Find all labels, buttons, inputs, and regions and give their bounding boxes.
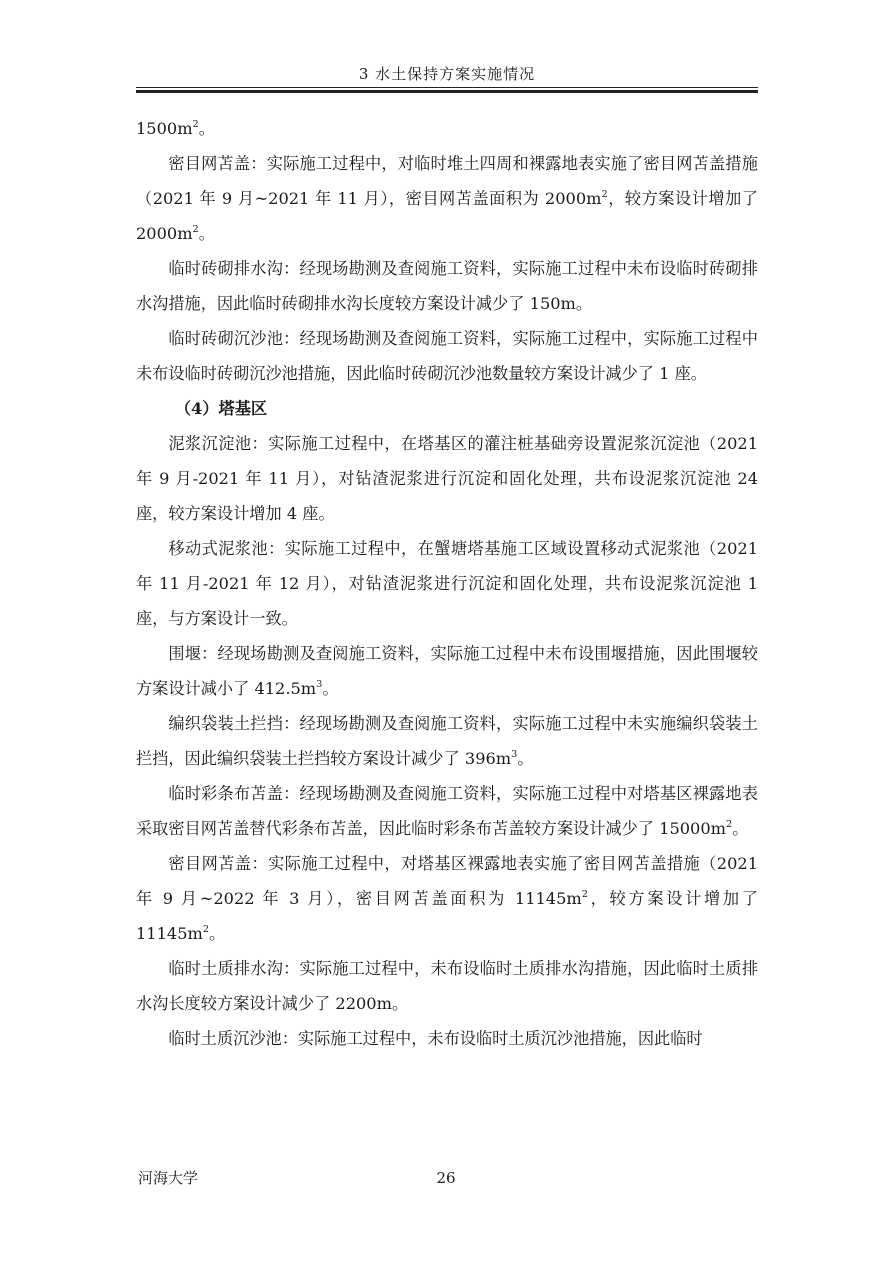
paragraph-cofferdam: 围堰：经现场勘测及查阅施工资料，实际施工过程中未布设围堰措施，因此围堰较方案设计减小了 $412.5m^3$。 [136,644,758,698]
running-header: 3 水土保持方案实施情况 [358,65,536,83]
paragraph-tarp-cover: 临时彩条布苫盖：经现场勘测及查阅施工资料，实际施工过程中对塔基区裸露地表采取密目网苫盖替代彩条布苫盖，因此临时彩条布苫盖较方案设计减少了 $15000m^2$。 [136,784,758,838]
header-rule-thin [136,87,758,88]
paragraph-earth-drain: 临时土质排水沟：实际施工过程中，未布设临时土质排水沟措施，因此临时土质排水沟长度较方案设计减少了 2200m。 [136,959,758,1013]
paragraph-mesh-cover-2: 密目网苫盖：实际施工过程中，对塔基区裸露地表实施了密目网苫盖措施（2021 年 9 月~2022 年 3 月），密目网苫盖面积为 $11145m^2$，较方案设计增加了 $11145m^2$。 [136,854,758,943]
footer-institution: 河海大学 [138,1169,199,1187]
paragraph-earth-sediment: 临时土质沉沙池：实际施工过程中，未布设临时土质沉沙池措施，因此临时 [168,1029,703,1048]
paragraph-continuation: $1500m^2$。 [136,119,215,138]
paragraph-mobile-mud-pool: 移动式泥浆池：实际施工过程中，在蟹塘塔基施工区域设置移动式泥浆池（2021 年 11 月-2021 年 12 月），对钻渣泥浆进行沉淀和固化处理，共布设泥浆沉淀池 1 座，与方案设计一致。 [136,539,758,628]
header-rule-thick [136,90,758,93]
section-heading-tower-area: （4）塔基区 [174,399,268,418]
paragraph-sandbag-barrier: 编织袋装土拦挡：经现场勘测及查阅施工资料，实际施工过程中未实施编织袋装土拦挡，因此编织袋装土拦挡较方案设计减少了 $396m^3$。 [136,714,758,768]
paragraph-brick-drain: 临时砖砌排水沟：经现场勘测及查阅施工资料，实际施工过程中未布设临时砖砌排水沟措施，因此临时砖砌排水沟长度较方案设计减少了 150m。 [136,259,758,313]
paragraph-mesh-cover-1: 密目网苫盖：实际施工过程中，对临时堆土四周和裸露地表实施了密目网苫盖措施（2021 年 9 月~2021 年 11 月），密目网苫盖面积为 $2000m^2$，较方案设计增加了 $2000m^2$。 [136,154,758,243]
paragraph-mud-settling: 泥浆沉淀池：实际施工过程中，在塔基区的灌注桩基础旁设置泥浆沉淀池（2021 年 9 月-2021 年 11 月），对钻渣泥浆进行沉淀和固化处理，共布设泥浆沉淀池 24 座，较方案设计增加 4 座。 [136,434,758,523]
paragraph-brick-sediment: 临时砖砌沉沙池：经现场勘测及查阅施工资料，实际施工过程中，实际施工过程中未布设临时砖砌沉沙池措施，因此临时砖砌沉沙池数量较方案设计减少了 1 座。 [136,329,758,383]
body-text [136,111,758,1056]
page-number: 26 [436,1169,456,1187]
